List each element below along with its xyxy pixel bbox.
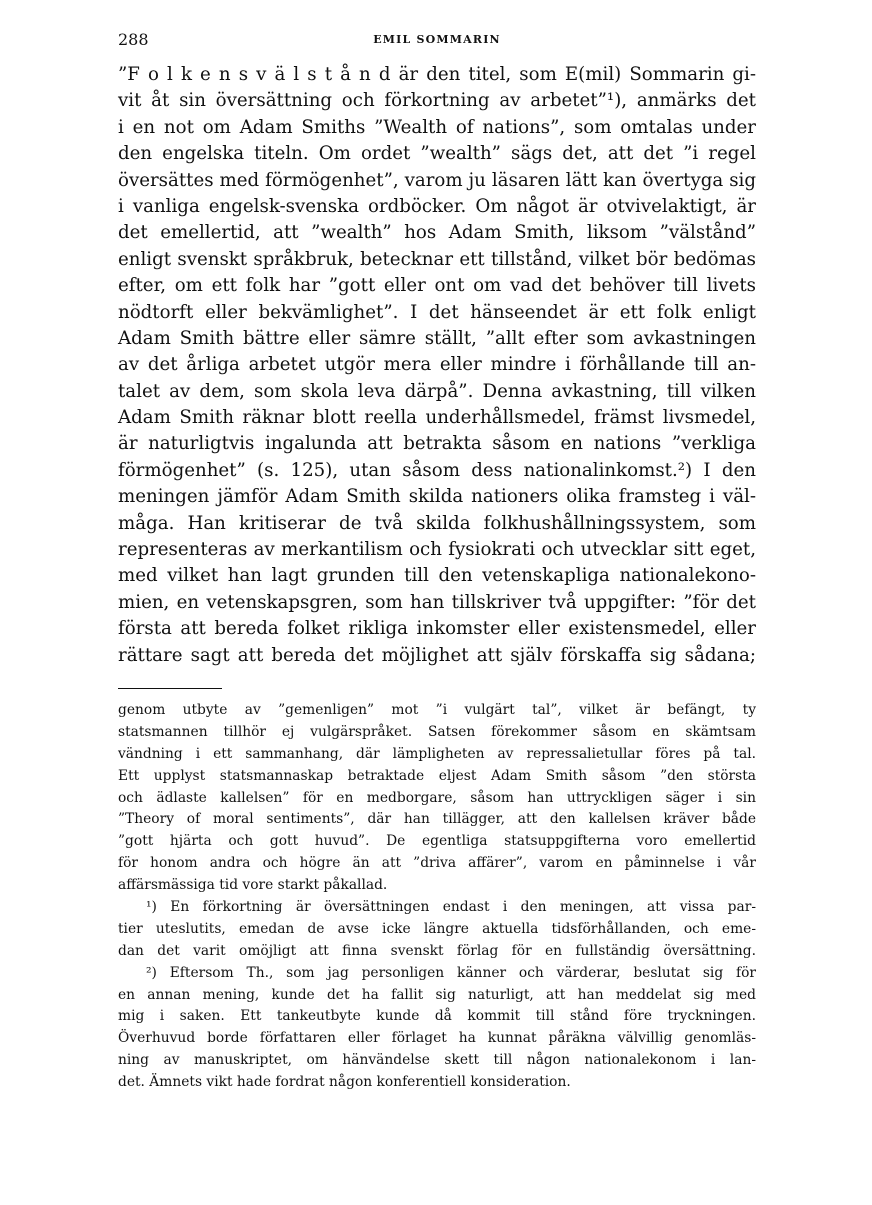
text-line: är naturligtvis ingalunda att betrakta såsom en nations ”verkliga (118, 433, 756, 455)
text-line: efter, om ett folk har ”gott eller ont om vad det behöver till livets (118, 275, 756, 297)
text-line: i en not om Adam Smiths ”Wealth of nations”, som omtalas under (118, 116, 756, 138)
footnote-1 (118, 897, 756, 963)
text-line: den engelska titeln. Om ordet ”wealth” sägs det, att det ”i regel (118, 143, 756, 165)
note-line: ²) Eftersom Th., som jag personligen känner och värderar, beslutat sig för (146, 964, 756, 981)
note-line: Ett upplyst statsmannaskap betraktade eljest Adam Smith såsom ”den största (118, 767, 756, 784)
note-line: ”Theory of moral sentiments”, där han tillägger, att den kallelsen kräver både (118, 811, 756, 828)
text-line: måga. Han kritiserar de två skilda folkhushållningssystem, som (118, 512, 756, 534)
footnote-2 (118, 963, 756, 1094)
continued-footnote (118, 700, 756, 897)
note-line: vändning i ett sammanhang, där lämpligheten av repressalietullar föres på tal. (118, 745, 756, 762)
text-line: meningen jämför Adam Smith skilda nationers olika framsteg i väl- (118, 486, 756, 508)
note-line: mig i saken. Ett tankeutbyte kunde då kommit till stånd före tryckningen. (118, 1008, 756, 1025)
note-line: genom utbyte av ”gemenligen” mot ”i vulgärt tal”, vilket är befängt, ty (118, 702, 756, 718)
text-line: av det årliga arbetet utgör mera eller mindre i förhållande till an- (118, 354, 756, 376)
text-line: det emellertid, att ”wealth” hos Adam Smith, liksom ”välstånd” (118, 222, 756, 244)
text-line: översättes med förmögenhet”, varom ju läsaren lätt kan övertyga sig (118, 169, 756, 191)
text-line: vit åt sin översättning och förkortning av arbetet”¹), anmärks det (118, 90, 756, 112)
note-line: och ädlaste kallelsen” för en medborgare, såsom han uttryckligen säger i sin (118, 789, 756, 806)
text-line: med vilket han lagt grunden till den vetenskapliga nationalekono- (118, 565, 756, 587)
note-line: dan det varit omöjligt att finna svenskt förlag för en fullständig översättning. (118, 942, 756, 959)
note-line: det. Ämnets vikt hade fordrat någon konferentiell konsideration. (118, 1074, 571, 1091)
footnote-divider (118, 688, 222, 689)
text-line: ”F o l k e n s v ä l s t å n d är den titel, som E(mil) Sommarin gi- (118, 64, 756, 85)
text-line: representeras av merkantilism och fysiokrati och utvecklar sitt eget, (118, 539, 756, 561)
text-line: första att bereda folket rikliga inkomster eller existensmedel, eller (118, 618, 756, 640)
text-line: i vanliga engelsk-svenska ordböcker. Om något är otvivelaktigt, är (118, 195, 756, 217)
text-line: Adam Smith bättre eller sämre ställt, ”allt efter som avkastningen (118, 327, 756, 349)
note-line: tier uteslutits, emedan de avse icke längre aktuella tidsförhållanden, och eme- (118, 920, 756, 937)
text-line: nödtorft eller bekvämlighet”. I det hänseendet är ett folk enligt (118, 301, 756, 323)
page-number: 288 (118, 30, 149, 49)
text-line: Adam Smith räknar blott reella underhållsmedel, främst livsmedel, (118, 407, 756, 429)
text-line: mien, en vetenskapsgren, som han tillskriver två uppgifter: ”för det (118, 591, 756, 613)
note-line: ning av manuskriptet, om hänvändelse skett till någon nationalekonom i lan- (118, 1052, 756, 1069)
footnotes (118, 700, 756, 1094)
text-line: förmögenhet” (s. 125), utan såsom dess nationalinkomst.²) I den (118, 459, 756, 481)
text-line: enligt svenskt språkbruk, betecknar ett tillstånd, vilket bör bedömas (118, 248, 756, 270)
body-paragraph (118, 62, 756, 669)
note-line: Överhuvud borde författaren eller förlaget ha kunnat påräkna välvillig genomläs- (118, 1030, 756, 1047)
note-line: statsmannen tillhör ej vulgärspråket. Satsen förekommer såsom en skämtsam (118, 723, 756, 740)
text-line: talet av dem, som skola leva därpå”. Denna avkastning, till vilken (118, 380, 756, 402)
text-line: rättare sagt att bereda det möjlighet att själv förskaffa sig sådana; (118, 644, 756, 666)
note-line: för honom andra och högre än att ”driva affärer”, varom en påminnelse i vår (118, 855, 756, 872)
note-line: ”gott hjärta och gott huvud”. De egentliga statsuppgifterna voro emellertid (118, 833, 756, 850)
page-header (118, 30, 756, 54)
running-title: EMIL SOMMARIN (373, 33, 501, 46)
note-line: affärsmässiga tid vore starkt påkallad. (118, 877, 388, 894)
note-line: ¹) En förkortning är översättningen endast i den meningen, att vissa par- (146, 899, 756, 916)
note-line: en annan mening, kunde det ha fallit sig naturligt, att han meddelat sig med (118, 986, 756, 1003)
